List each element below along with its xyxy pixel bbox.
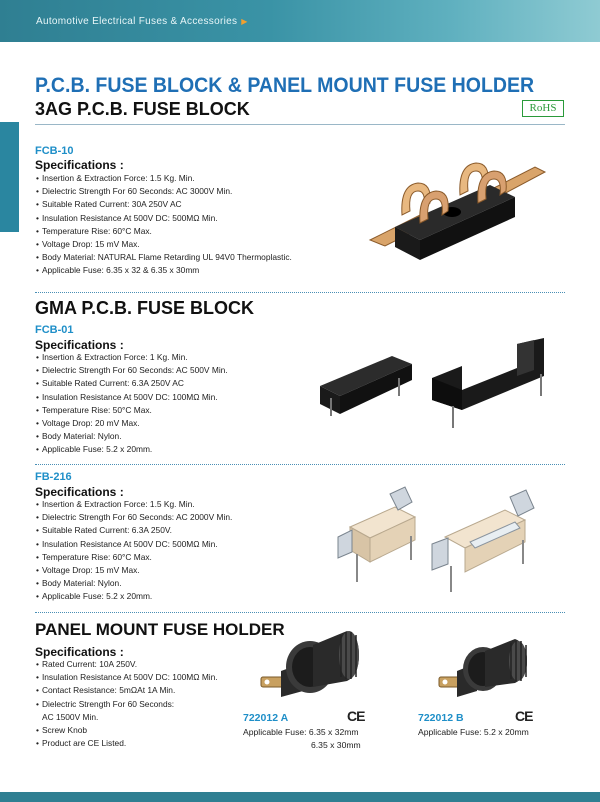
spec-item: • Suitable Rated Current: 6.3A 250V AC <box>36 377 228 390</box>
spec-item: • Insulation Resistance At 500V DC: 100MΩ Min. <box>36 391 228 404</box>
section-heading-gma: GMA P.C.B. FUSE BLOCK <box>35 298 255 318</box>
spec-item: • Applicable Fuse: 6.35 x 32 & 6.35 x 30mm <box>36 264 292 277</box>
model-722012-a: 722012 A <box>243 712 289 724</box>
side-tab <box>0 122 19 232</box>
spec-item: AC 1500V Min. <box>42 711 99 722</box>
spec-title: Specifications : <box>35 158 124 172</box>
spec-item: • Suitable Rated Current: 6.3A 250V. <box>36 524 232 537</box>
spec-title: Specifications : <box>35 485 124 499</box>
spec-item: • Screw Knob <box>36 724 218 737</box>
section-divider <box>35 464 565 465</box>
fcb-10-fuse-block-image <box>340 145 570 270</box>
spec-item: • Dielectric Strength For 60 Seconds: AC 500V Min. <box>36 364 228 377</box>
ce-mark: CE <box>515 708 533 724</box>
spec-list-fcb-10 <box>36 172 292 278</box>
rohs-badge: RoHS <box>522 100 564 117</box>
fcb-01-fuse-block-image <box>312 338 562 438</box>
arrow-right-icon: ▶ <box>241 17 248 26</box>
spec-item: • Dielectric Strength For 60 Seconds: AC 3000V Min. <box>36 185 292 198</box>
applicable-fuse-continued: 6.35 x 30mm <box>311 740 361 750</box>
spec-item: • Product are CE Listed. <box>36 737 218 750</box>
section-divider <box>35 612 565 613</box>
spec-item: • Applicable Fuse: 5.2 x 20mm. <box>36 443 228 456</box>
spec-item: • Temperature Rise: 60°C Max. <box>36 225 292 238</box>
spec-item: • Rated Current: 10A 250V. <box>36 658 218 671</box>
spec-item: • Insertion & Extraction Force: 1.5 Kg. Min. <box>36 498 232 511</box>
spec-item: • Body Material: Nylon. <box>36 577 232 590</box>
spec-item: • Voltage Drop: 15 mV Max. <box>36 238 292 251</box>
spec-title: Specifications : <box>35 645 124 659</box>
spec-list-fcb-01 <box>36 351 228 457</box>
section-divider <box>35 292 565 293</box>
spec-item: • Dielectric Strength For 60 Seconds: <box>36 698 218 711</box>
spec-item: • Body Material: Nylon. <box>36 430 228 443</box>
section-heading-panel-mount: PANEL MOUNT FUSE HOLDER <box>35 620 285 639</box>
722012a-fuse-holder-image <box>255 625 375 705</box>
model-722012-b: 722012 B <box>418 712 464 724</box>
title-divider <box>35 124 565 125</box>
model-fcb-01: FCB-01 <box>35 324 74 336</box>
applicable-fuse: Applicable Fuse: 6.35 x 32mm <box>243 727 359 737</box>
section-heading-3ag: 3AG P.C.B. FUSE BLOCK <box>35 99 250 119</box>
spec-item: • Insertion & Extraction Force: 1 Kg. Min. <box>36 351 228 364</box>
applicable-fuse: Applicable Fuse: 5.2 x 20mm <box>418 727 529 737</box>
model-fb-216: FB-216 <box>35 471 72 483</box>
header-band <box>0 0 600 42</box>
spec-item: • Dielectric Strength For 60 Seconds: AC 2000V Min. <box>36 511 232 524</box>
page-title: P.C.B. FUSE BLOCK & PANEL MOUNT FUSE HOLDER <box>35 74 535 97</box>
722012b-fuse-holder-image <box>435 625 545 705</box>
spec-item: • Insertion & Extraction Force: 1.5 Kg. Min. <box>36 172 292 185</box>
spec-item: • Voltage Drop: 20 mV Max. <box>36 417 228 430</box>
spec-list-fb-216 <box>36 498 232 604</box>
spec-item: • Voltage Drop: 15 mV Max. <box>36 564 232 577</box>
spec-item: • Insulation Resistance At 500V DC: 500MΩ Min. <box>36 212 292 225</box>
spec-item: • Insulation Resistance At 500V DC: 500MΩ Min. <box>36 538 232 551</box>
spec-item: • Insulation Resistance At 500V DC: 100MΩ Min. <box>36 671 218 684</box>
spec-item: • Contact Resistance: 5mΩAt 1A Min. <box>36 684 218 697</box>
fb-216-fuse-block-image <box>330 482 560 600</box>
spec-title: Specifications : <box>35 338 124 352</box>
spec-list-panel-mount <box>36 658 218 750</box>
spec-item: • Temperature Rise: 50°C Max. <box>36 404 228 417</box>
breadcrumb: Automotive Electrical Fuses & Accessories ▶ <box>36 16 248 27</box>
spec-item: • Applicable Fuse: 5.2 x 20mm. <box>36 590 232 603</box>
spec-item: • Suitable Rated Current: 30A 250V AC <box>36 198 292 211</box>
footer-band <box>0 792 600 802</box>
spec-item: • Temperature Rise: 60°C Max. <box>36 551 232 564</box>
model-fcb-10: FCB-10 <box>35 145 74 157</box>
ce-mark: CE <box>347 708 365 724</box>
spec-item: • Body Material: NATURAL Flame Retarding UL 94V0 Thermoplastic. <box>36 251 292 264</box>
